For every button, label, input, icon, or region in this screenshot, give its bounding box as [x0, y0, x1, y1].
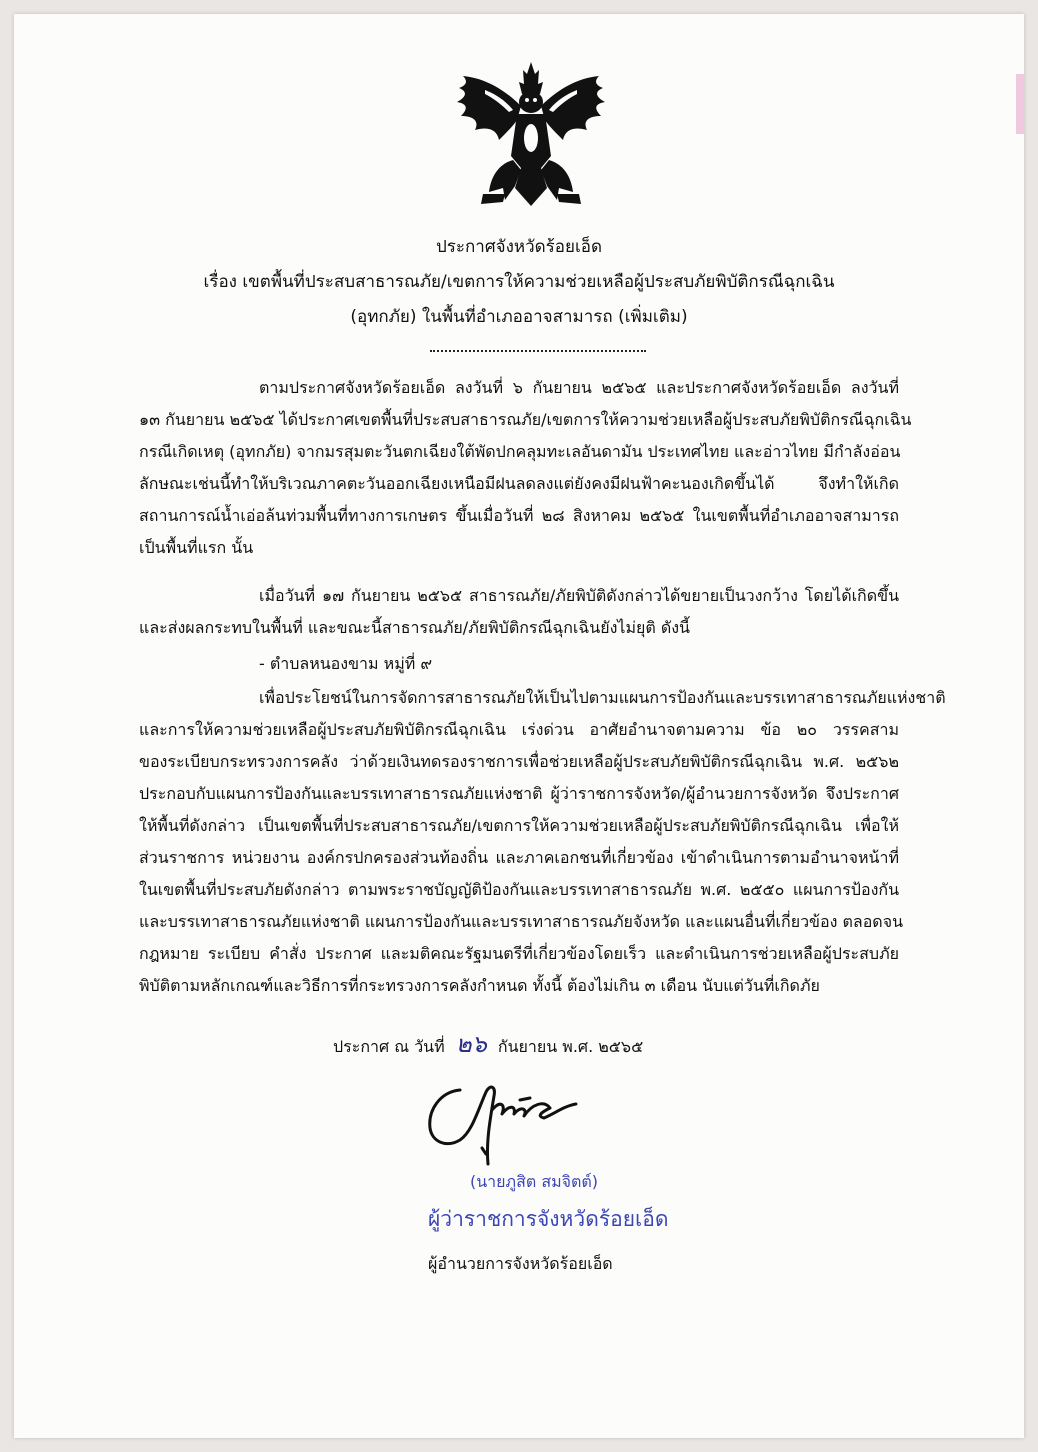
paragraph-line: ส่วนราชการ หน่วยงาน องค์กรปกครองส่วนท้องถิ่น และภาคเอกชนที่เกี่ยวข้อง เข้าดำเนินการตามอำนาจหน้าที่	[139, 848, 899, 867]
paragraph-line: กฎหมาย ระเบียบ คำสั่ง ประกาศ และมติคณะรัฐมนตรีที่เกี่ยวข้องโดยเร็ว และดำเนินการช่วยเหลือผู้ประสบภัย	[139, 944, 899, 963]
paragraph-line: พิบัติตามหลักเกณฑ์และวิธีการที่กระทรวงการคลังกำหนด ทั้งนี้ ต้องไม่เกิน ๓ เดือน นับแต่วันที่เกิดภัย	[139, 976, 820, 995]
paragraph-line: ให้พื้นที่ดังกล่าว เป็นเขตพื้นที่ประสบสาธารณภัย/เขตการให้ความช่วยเหลือผู้ประสบภัยพิบัติกรณีฉุกเฉิน เพื่อให้	[139, 816, 899, 835]
signatory-position-stamp: ผู้ว่าราชการจังหวัดร้อยเอ็ด	[428, 1207, 669, 1231]
announcement-subject-line-1: เรื่อง เขตพื้นที่ประสบสาธารณภัย/เขตการให้ความช่วยเหลือผู้ประสบภัยพิบัติกรณีฉุกเฉิน	[203, 272, 835, 292]
announcement-title-block	[0, 230, 1038, 335]
announcement-subject-line-2: (อุทกภัย) ในพื้นที่อำเภออาจสามารถ (เพิ่มเติม)	[350, 307, 688, 327]
paragraph-line: เมื่อวันที่ ๑๗ กันยายน ๒๕๖๕ สาธารณภัย/ภัยพิบัติดังกล่าวได้ขยายเป็นวงกว้าง โดยได้เกิดขึ้น	[259, 586, 899, 605]
paragraph-line: เป็นพื้นที่แรก นั้น	[139, 538, 254, 557]
dateline-day-handwritten: ๒๖	[455, 1030, 487, 1058]
page-edge-mark	[1016, 74, 1024, 134]
garuda-emblem-icon	[455, 60, 607, 210]
body-paragraph-2	[139, 580, 899, 644]
handwritten-signature	[420, 1070, 590, 1170]
body-paragraph-3	[139, 682, 946, 1002]
paragraph-line: ของระเบียบกระทรวงการคลัง ว่าด้วยเงินทดรองราชการเพื่อช่วยเหลือผู้ประสบภัยพิบัติกรณีฉุกเฉิน พ.ศ. ๒๕๖๒	[139, 752, 899, 771]
paragraph-line: ลักษณะเช่นนี้ทำให้บริเวณภาคตะวันออกเฉียงเหนือมีฝนลดลงแต่ยังคงมีฝนฟ้าคะนองเกิดขึ้นได้ จึงทำให้เกิด	[139, 474, 899, 493]
title-separator	[430, 350, 646, 352]
signatory-name: (นายภูสิต สมจิตต์)	[470, 1172, 599, 1191]
announcement-heading: ประกาศจังหวัดร้อยเอ็ด	[435, 237, 603, 257]
paragraph-line: ตามประกาศจังหวัดร้อยเอ็ด ลงวันที่ ๖ กันยายน ๒๕๖๕ และประกาศจังหวัดร้อยเอ็ด ลงวันที่	[259, 378, 899, 397]
paragraph-line: เพื่อประโยชน์ในการจัดการสาธารณภัยให้เป็นไปตามแผนการป้องกันและบรรเทาสาธารณภัยแห่งชาติ	[259, 688, 946, 707]
signatory-position-printed: ผู้อำนวยการจังหวัดร้อยเอ็ด	[428, 1254, 613, 1273]
paragraph-line: กรณีเกิดเหตุ (อุทกภัย) จากมรสุมตะวันตกเฉียงใต้พัดปกคลุมทะเลอันดามัน ประเทศไทย และอ่าวไทย มีกำลังอ่อน	[139, 442, 901, 461]
body-paragraph-1	[139, 372, 912, 564]
paragraph-line: ในเขตพื้นที่ประสบภัยดังกล่าว ตามพระราชบัญญัติป้องกันและบรรเทาสาธารณภัย พ.ศ. ๒๕๕๐ แผนการป้องกัน	[139, 880, 899, 899]
dateline-suffix: กันยายน พ.ศ. ๒๕๖๕	[497, 1037, 644, 1056]
paragraph-line: ๑๓ กันยายน ๒๕๖๕ ได้ประกาศเขตพื้นที่ประสบสาธารณภัย/เขตการให้ความช่วยเหลือผู้ประสบภัยพิบัติกรณีฉุกเฉิน	[139, 410, 912, 429]
paragraph-line: และการให้ความช่วยเหลือผู้ประสบภัยพิบัติกรณีฉุกเฉิน เร่งด่วน อาศัยอำนาจตามความ ข้อ ๒๐ วรรคสาม	[139, 720, 899, 739]
paragraph-line: สถานการณ์น้ำเอ่อล้นท่วมพื้นที่ทางการเกษตร ขึ้นเมื่อวันที่ ๒๘ สิงหาคม ๒๕๖๕ ในเขตพื้นที่อำเภออาจสามารถ	[139, 506, 899, 525]
paragraph-line: และส่งผลกระทบในพื้นที่ และขณะนี้สาธารณภัย/ภัยพิบัติกรณีฉุกเฉินยังไม่ยุติ ดังนี้	[139, 618, 690, 637]
paragraph-line: ประกอบกับแผนการป้องกันและบรรเทาสาธารณภัยแห่งชาติ ผู้ว่าราชการจังหวัด/ผู้อำนวยการจังหวัด จึงประกาศ	[139, 784, 899, 803]
dateline-prefix: ประกาศ ณ วันที่	[333, 1037, 445, 1056]
affected-area-item: - ตำบลหนองขาม หมู่ที่ ๙	[259, 654, 433, 673]
announcement-dateline	[333, 1024, 643, 1063]
paragraph-line: และบรรเทาสาธารณภัยแห่งชาติ แผนการป้องกันและบรรเทาสาธารณภัยจังหวัด และแผนอื่นที่เกี่ยวข้อง ตลอดจน	[139, 912, 904, 931]
